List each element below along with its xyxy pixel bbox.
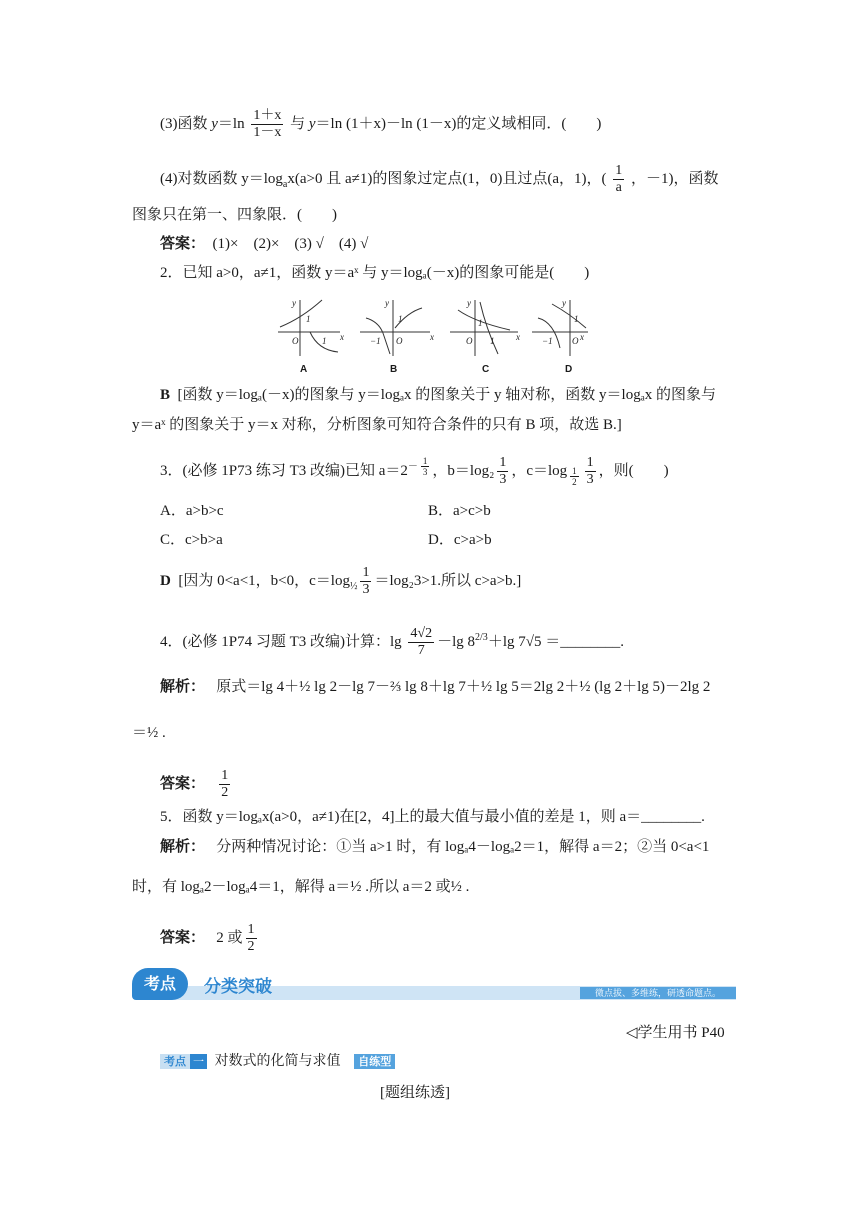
svg-text:1: 1 — [478, 318, 483, 328]
svg-text:O: O — [572, 336, 579, 346]
svg-text:y: y — [467, 298, 471, 308]
svg-text:−1: −1 — [370, 336, 381, 346]
group-practice-heading: [题组练透] — [380, 1085, 450, 1101]
fraction: $\frac{1}{a}$ — [615, 163, 623, 196]
topic-title: 对数式的化简与求值 — [214, 1053, 341, 1069]
option-a: A．a>b>c — [160, 503, 224, 519]
reference-text: ◁学生用书 P40 — [626, 1025, 725, 1041]
svg-text:O: O — [396, 336, 403, 346]
svg-text:1: 1 — [306, 314, 311, 324]
q5-solution-line1: 解析： 分两种情况讨论：①当 a>1 时，有 logₐ4－logₐ2＝1，解得 a＝2；②当 0<a<1 — [160, 839, 710, 855]
topic-number: 一 — [190, 1054, 207, 1069]
svg-text:1: 1 — [490, 336, 495, 346]
svg-text:y: y — [385, 298, 389, 308]
svg-text:1: 1 — [322, 336, 327, 346]
svg-text:1: 1 — [398, 314, 403, 324]
question-3: 3．(必修 1P73 练习 T3 改编)已知 $a=2^{- \frac{1}{3}}$ ，b＝log₂ $\frac{1}{3}$ ，c＝log $_{\frac{1}{2}}$ $\frac{1}{3}$ ，则( ) — [160, 455, 669, 488]
topic-badge: 考点 — [160, 1054, 190, 1069]
q3-answer: D [因为 0<a<1，b<0，$c=\log_{\frac{1}{2}}$ $\frac{1}{3}$ ＝log₂3>1.所以 c>a>b.] — [160, 565, 522, 598]
svg-text:x: x — [430, 332, 434, 342]
question-2: 2．已知 a>0，a≠1，函数 y＝aˣ 与 y＝logₐ(－x)的图象可能是( ) — [160, 265, 590, 281]
svg-text:y: y — [292, 298, 296, 308]
q4-solution-line2: ＝½ . — [132, 725, 166, 741]
q4-statement-line1: (4)对数函数 $y=\log_ax(a>0$ 且 a≠1)的图象过定点(1，0)且过点(a，1)，( $\frac{1}{a}$ ，－1)，函数 — [160, 163, 719, 196]
section-banner — [132, 966, 736, 1006]
graph-label-d: D — [565, 364, 573, 375]
question-4: 4．(必修 1P74 习题 T3 改编)计算：lg $\frac{4√2}{7}$ －lg $8^{2/3}+\lg$ 7√5 ＝________. — [160, 626, 624, 659]
q5-solution-line2: 时，有 logₐ2－logₐ4＝1，解得 a＝½ .所以 a＝2 或½ . — [132, 879, 470, 895]
graph-label-b: B — [390, 364, 398, 375]
topic-heading — [160, 1054, 395, 1069]
q4-solution-line1: 解析： 原式＝lg 4＋½ lg 2－lg 7－⅔ lg 8＋lg 7＋½ lg 5＝2lg 2＋½ (lg 2＋lg 5)－2lg 2 — [160, 679, 711, 695]
banner-badge: 考点 — [132, 968, 188, 1000]
q3-statement: (3)函数 y＝ln $\frac{1+x}{1-x}$ 与 y＝ln (1＋x)－ln (1－x)的定义域相同．( ) — [160, 108, 602, 141]
option-c: C．c>b>a — [160, 532, 223, 548]
svg-text:O: O — [466, 336, 473, 346]
banner-title: 分类突破 — [204, 977, 272, 997]
svg-text:x: x — [580, 332, 584, 342]
option-b: B．a>c>b — [428, 503, 491, 519]
graph-label-a: A — [300, 364, 308, 375]
q2-answer-line1: B [函数 y＝logₐ(－x)的图象与 y＝logₐx 的图象关于 y 轴对称，函数 y＝logₐx 的图象与 — [160, 387, 717, 403]
q4-statement-line2: 图象只在第一、四象限．( ) — [132, 207, 337, 223]
q5-answer: 答案： 2 或 $\frac{1}{2}$ — [160, 922, 255, 955]
graph-label-c: C — [482, 364, 490, 375]
svg-text:O: O — [292, 336, 299, 346]
q4-answer: 答案： $\frac{1}{2}$ — [160, 768, 229, 801]
svg-text:−1: −1 — [542, 336, 553, 346]
answer-1: 答案： (1)× (2)× (3) √ (4) √ — [160, 236, 369, 252]
svg-text:x: x — [516, 332, 520, 342]
svg-text:y: y — [562, 298, 566, 308]
svg-text:1: 1 — [574, 314, 579, 324]
svg-text:x: x — [340, 332, 344, 342]
banner-tag: 微点拔、多维练，研透命题点。 — [580, 987, 736, 999]
graphs-svg — [270, 292, 590, 372]
option-d: D．c>a>b — [428, 532, 492, 548]
question-5: 5．函数 y＝logₐx(a>0，a≠1)在[2，4]上的最大值与最小值的差是 1，则 a＝________. — [160, 809, 705, 825]
fraction: $\frac{1+x}{1-x}$ — [253, 108, 282, 141]
q2-answer-line2: y＝aˣ 的图象关于 y＝x 对称，分析图象可知符合条件的只有 B 项，故选 B.] — [132, 417, 622, 433]
practice-type-badge: 自练型 — [354, 1054, 395, 1069]
